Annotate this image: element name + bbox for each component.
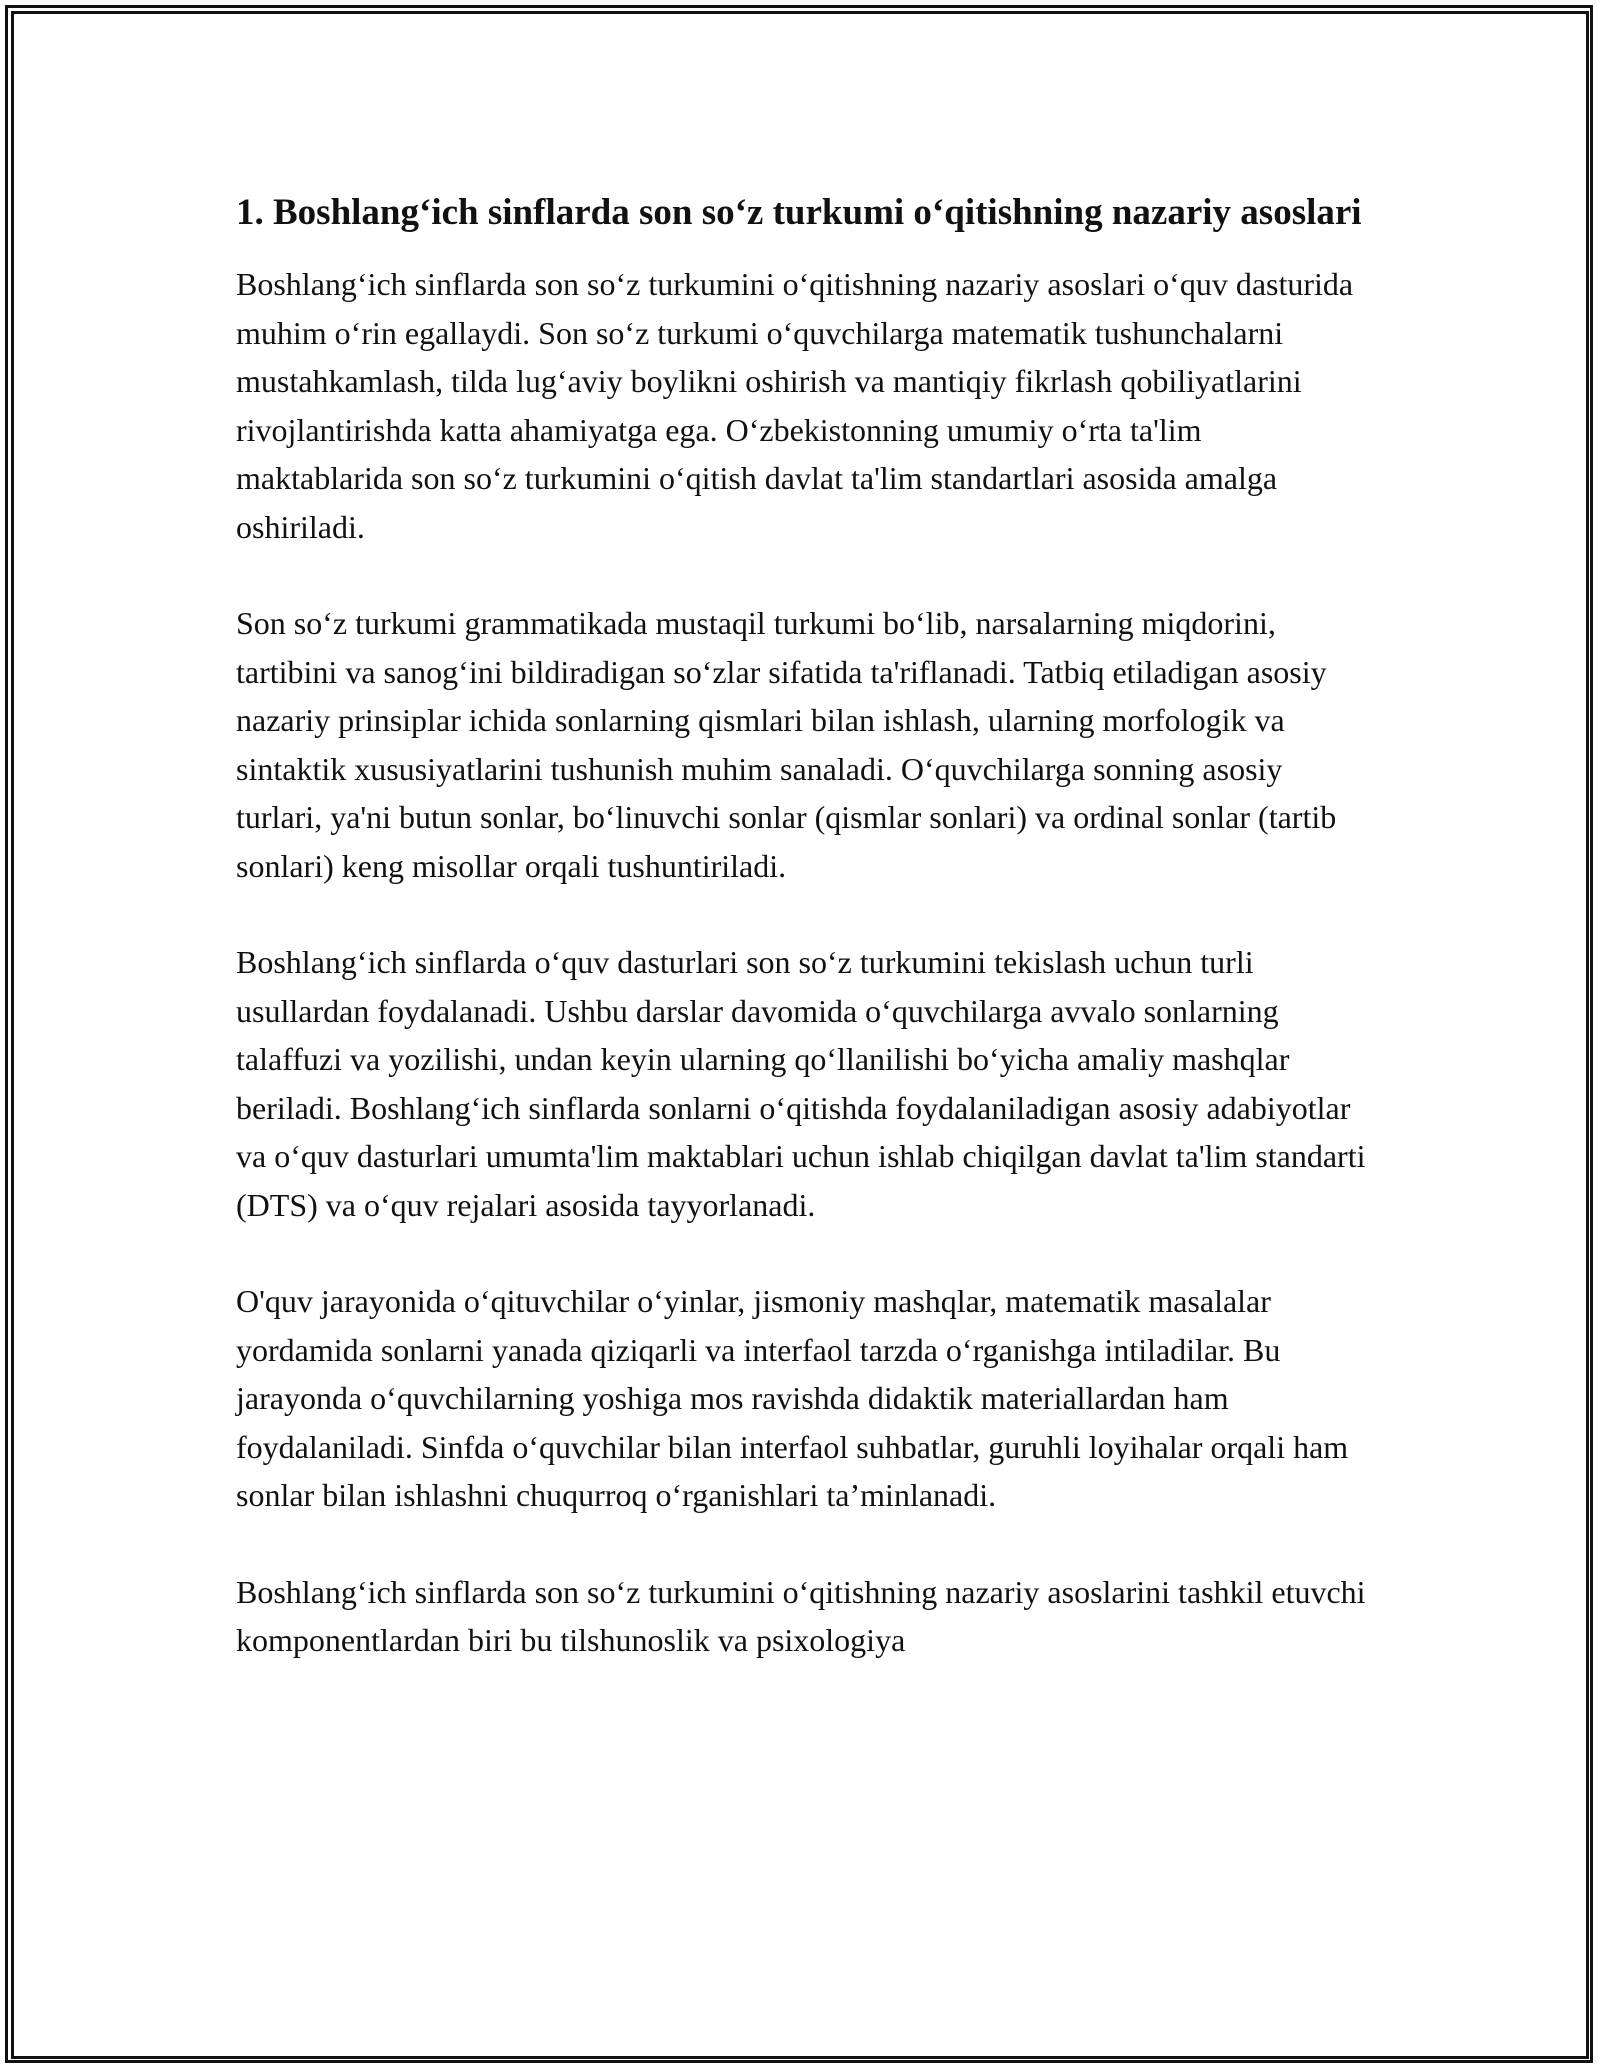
section-title: 1. Boshlang‘ich sinflarda son so‘z turkumi o‘qitishning nazariy asoslari [236,192,1362,233]
document-content [236,186,1376,1713]
paragraph-1: Boshlang‘ich sinflarda son so‘z turkumini o‘qitishning nazariy asoslari o‘quv dasturida muhim o‘rin egallaydi. Son so‘z turkumi o‘quvchilarga matematik tushunchalarni mustahkamlash, tilda lug‘aviy boylikni oshirish va mantiqiy fikrlash qobiliyatlarini rivojlantirishda katta ahamiyatga ega. O‘zbekistonning umumiy o‘rta ta'lim maktablarida son so‘z turkumini o‘qitish davlat ta'lim standartlari asosida amalga oshiriladi. [236,266,1354,545]
paragraph-5: Boshlang‘ich sinflarda son so‘z turkumini o‘qitishning nazariy asoslarini tashkil etuvchi komponentlardan biri bu tilshunoslik va psixologiya [236,1573,1366,1658]
paragraph-4: O'quv jarayonida o‘qituvchilar o‘yinlar, jismoniy mashqlar, matematik masalalar yordamida sonlarni yanada qiziqarli va interfaol tarzda o‘rganishga intiladilar. Bu jarayonda o‘quvchilarning yoshiga mos ravishda didaktik materiallardan ham foydalaniladi. Sinfda o‘quvchilar bilan interfaol suhbatlar, guruhli loyihalar orqali ham sonlar bilan ishlashni chuqurroq o‘rganishlari ta’minlanadi. [236,1283,1349,1513]
paragraph-2: Son so‘z turkumi grammatikada mustaqil turkumi bo‘lib, narsalarning miqdorini, tartibini va sanog‘ini bildiradigan so‘zlar sifatida ta'riflanadi. Tatbiq etiladigan asosiy nazariy prinsiplar ichida sonlarning qismlari bilan ishlash, ularning morfologik va sintaktik xususiyatlarini tushunish muhim sanaladi. O‘quvchilarga sonning asosiy turlari, ya'ni butun sonlar, bo‘linuvchi sonlar (qismlar sonlari) va ordinal sonlar (tartib sonlari) keng misollar orqali tushuntiriladi. [236,605,1337,884]
paragraph-3: Boshlang‘ich sinflarda o‘quv dasturlari son so‘z turkumini tekislash uchun turli usullardan foydalanadi. Ushbu darslar davomida o‘quvchilarga avvalo sonlarning talaffuzi va yozilishi, undan keyin ularning qo‘llanilishi bo‘yicha amaliy mashqlar beriladi. Boshlang‘ich sinflarda sonlarni o‘qitishda foydalaniladigan asosiy adabiyotlar va o‘quv dasturlari umumta'lim maktablari uchun ishlab chiqilgan davlat ta'lim standarti (DTS) va o‘quv rejalari asosida tayyorlanadi. [236,944,1366,1223]
